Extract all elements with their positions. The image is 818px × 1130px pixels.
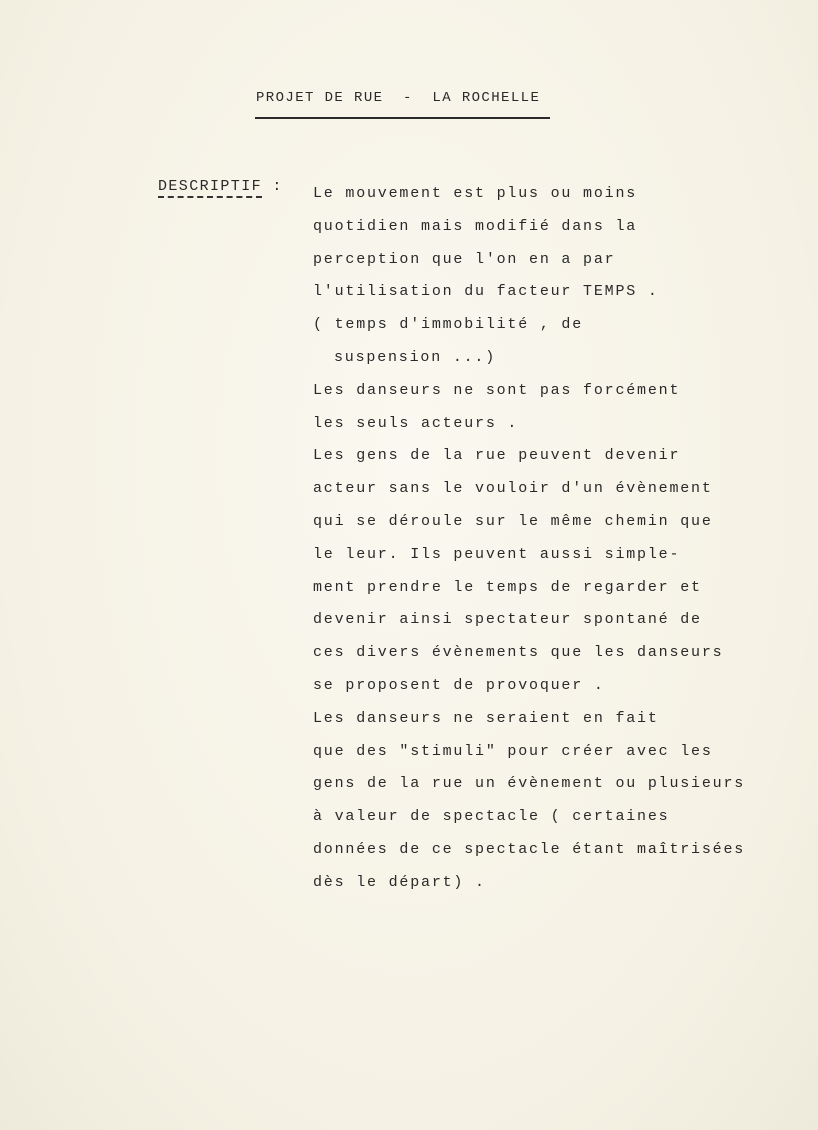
- text-line: les seuls acteurs .: [313, 414, 519, 432]
- text-line: l'utilisation du facteur TEMPS .: [313, 283, 659, 301]
- text-line: devenir ainsi spectateur spontané de: [313, 611, 702, 629]
- text-line: quotidien mais modifié dans la: [313, 217, 638, 235]
- text-line: acteur sans le vouloir d'un évènement: [313, 480, 713, 498]
- text-line: se proposent de provoquer .: [313, 676, 605, 694]
- text-line: à valeur de spectacle ( certaines: [313, 808, 670, 826]
- text-line: Le mouvement est plus ou moins: [313, 185, 638, 202]
- text-line: que des "stimuli" pour créer avec les: [313, 742, 713, 760]
- text-line: ces divers évènements que les danseurs: [313, 644, 724, 662]
- text-line: le leur. Ils peuvent aussi simple-: [313, 545, 681, 563]
- section-label-text: DESCRIPTIF: [158, 178, 262, 198]
- text-line: données de ce spectacle étant maîtrisées: [313, 840, 746, 858]
- text-line: ( temps d'immobilité , de: [313, 316, 584, 334]
- text-line: dès le départ) .: [313, 873, 486, 891]
- document-title: PROJET DE RUE - LA ROCHELLE: [256, 90, 541, 106]
- text-line: Les danseurs ne seraient en fait: [313, 709, 659, 727]
- text-line: ment prendre le temps de regarder et: [313, 578, 702, 596]
- section-separator: :: [272, 178, 283, 195]
- description-body: [313, 178, 745, 900]
- text-line: qui se déroule sur le même chemin que: [313, 512, 713, 530]
- text-line: Les danseurs ne sont pas forcément: [313, 381, 681, 399]
- text-line: gens de la rue un évènement ou plusieurs: [313, 775, 746, 793]
- text-line: suspension ...): [334, 348, 497, 366]
- text-line: Les gens de la rue peuvent devenir: [313, 447, 681, 465]
- title-underline: [255, 117, 550, 119]
- text-line: perception que l'on en a par: [313, 250, 616, 268]
- section-label: [158, 178, 283, 195]
